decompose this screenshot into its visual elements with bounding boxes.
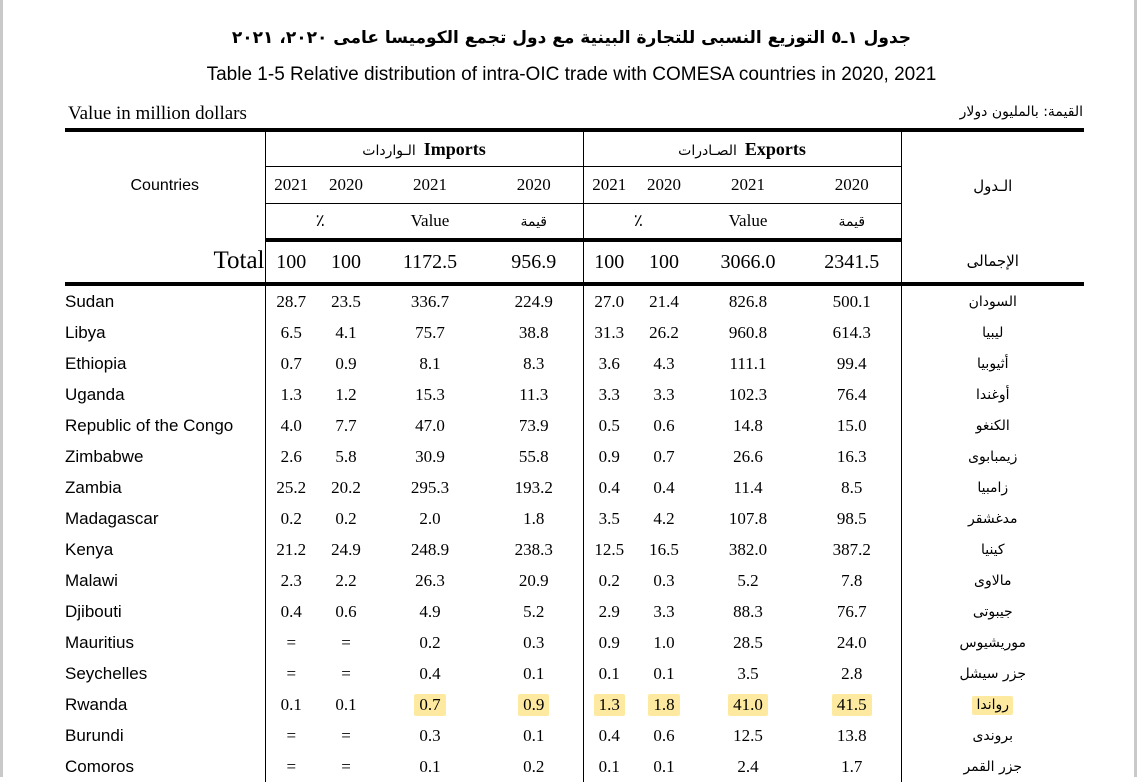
header-imports-pct-2020: 2020	[317, 167, 375, 204]
table-row	[65, 751, 1084, 782]
unit-note-english: Value in million dollars	[68, 103, 247, 124]
table-row	[65, 503, 1084, 534]
row-exports-pct-2020-2: 4.3	[653, 353, 675, 373]
header-group-exports	[583, 130, 901, 167]
table-row	[65, 348, 1084, 379]
table-row	[65, 689, 1084, 720]
row-country-ar-8: كينيا	[901, 534, 1084, 565]
row-imports-pct-2021-14: =	[265, 720, 317, 751]
row-imports-val-2021-9: 26.3	[415, 570, 445, 590]
header-group-imports-en: Imports	[423, 138, 486, 159]
row-country-en-6: Zambia	[65, 477, 122, 497]
row-exports-val-2020-14: 13.8	[836, 725, 867, 745]
row-exports-val-2021-12: 3.5	[737, 663, 759, 683]
header-group-row	[65, 130, 1084, 167]
header-imports-value-en: Value	[375, 204, 485, 241]
row-imports-val-2021-7: 2.0	[419, 508, 441, 528]
row-exports-val-2020-9: 7.8	[841, 570, 863, 590]
row-imports-val-2020-0: 224.9	[514, 291, 553, 311]
table-row	[65, 441, 1084, 472]
row-imports-val-2020-11: 0.3	[523, 632, 545, 652]
row-exports-val-2021-0: 826.8	[728, 291, 768, 311]
table-title-english: Table 1-5 Relative distribution of intra-OIC trade with COMESA countries in 2020, 2021	[206, 64, 937, 85]
row-exports-pct-2020-10: 3.3	[653, 601, 675, 621]
row-exports-val-2021-2: 111.1	[729, 353, 767, 373]
row-imports-val-2020-7: 1.8	[523, 508, 545, 528]
row-country-ar-13: رواندا	[901, 689, 1084, 720]
row-imports-pct-2021-6: 25.2	[265, 472, 317, 503]
row-exports-val-2020-12: 2.8	[841, 663, 863, 683]
table-row	[65, 410, 1084, 441]
row-exports-val-2020-5: 16.3	[836, 446, 867, 466]
row-exports-pct-2021-9: 0.2	[583, 565, 635, 596]
header-countries-ar: الـدول	[901, 130, 1084, 240]
total-label-ar: الإجمالى	[901, 240, 1084, 284]
total-imports-pct-2021: 100	[265, 240, 317, 284]
header-exports-percent-label: ٪	[583, 204, 693, 241]
row-country-ar-10: جيبوتى	[901, 596, 1084, 627]
row-country-ar-11: موريشيوس	[901, 627, 1084, 658]
row-imports-pct-2021-0: 28.7	[265, 284, 317, 317]
row-exports-pct-2021-5: 0.9	[583, 441, 635, 472]
row-imports-pct-2020-7: 0.2	[335, 508, 357, 528]
row-imports-pct-2020-10: 0.6	[335, 601, 357, 621]
row-exports-pct-2021-10: 2.9	[583, 596, 635, 627]
page-content	[6, 0, 1137, 777]
row-imports-val-2021-1: 75.7	[415, 322, 445, 342]
header-group-exports-ar: الصـادرات	[678, 142, 737, 159]
row-exports-val-2021-4: 14.8	[733, 415, 763, 435]
row-imports-pct-2020-9: 2.2	[335, 570, 357, 590]
row-country-ar-6: زامبيا	[901, 472, 1084, 503]
row-exports-pct-2021-12: 0.1	[583, 658, 635, 689]
row-imports-pct-2020-5: 5.8	[335, 446, 357, 466]
row-exports-val-2020-15: 1.7	[841, 756, 863, 776]
row-imports-pct-2021-5: 2.6	[265, 441, 317, 472]
row-imports-val-2020-12: 0.1	[523, 663, 545, 683]
row-exports-val-2021-3: 102.3	[728, 384, 768, 404]
row-imports-val-2021-10: 4.9	[419, 601, 441, 621]
data-table-container	[65, 128, 1084, 782]
table-row	[65, 284, 1084, 317]
total-imports-val-2020: 956.9	[485, 240, 583, 284]
row-country-ar-2: أثيوبيا	[901, 348, 1084, 379]
row-exports-val-2020-13: 41.5	[803, 689, 901, 720]
row-exports-val-2021-15: 2.4	[737, 756, 759, 776]
row-imports-val-2020-5: 55.8	[518, 446, 549, 466]
row-imports-pct-2021-13: 0.1	[265, 689, 317, 720]
row-exports-pct-2021-6: 0.4	[583, 472, 635, 503]
table-row	[65, 472, 1084, 503]
row-imports-pct-2021-15: =	[265, 751, 317, 782]
row-country-en-1: Libya	[65, 322, 106, 342]
header-group-imports	[265, 130, 583, 167]
row-exports-pct-2020-11: 1.0	[653, 632, 675, 652]
row-exports-pct-2021-4: 0.5	[583, 410, 635, 441]
row-exports-pct-2021-3: 3.3	[583, 379, 635, 410]
row-exports-val-2021-14: 12.5	[733, 725, 763, 745]
row-imports-val-2020-2: 8.3	[523, 353, 545, 373]
row-imports-pct-2020-0: 23.5	[331, 291, 361, 311]
row-imports-val-2020-3: 11.3	[519, 384, 549, 404]
row-exports-pct-2021-14: 0.4	[583, 720, 635, 751]
row-imports-pct-2021-12: =	[265, 658, 317, 689]
row-exports-val-2020-1: 614.3	[832, 322, 871, 342]
table-row	[65, 534, 1084, 565]
row-exports-pct-2021-15: 0.1	[583, 751, 635, 782]
row-imports-val-2021-8: 248.9	[410, 539, 450, 559]
row-country-en-4: Republic of the Congo	[65, 415, 234, 435]
row-imports-pct-2020-13: 0.1	[335, 694, 357, 714]
row-country-ar-0: السودان	[901, 284, 1084, 317]
row-country-en-10: Djibouti	[65, 601, 122, 621]
row-exports-pct-2020-3: 3.3	[653, 384, 675, 404]
row-imports-val-2021-11: 0.2	[419, 632, 441, 652]
row-exports-pct-2020-9: 0.3	[653, 570, 675, 590]
total-exports-pct-2021: 100	[583, 240, 635, 284]
table-row	[65, 596, 1084, 627]
row-country-ar-3: أوغندا	[901, 379, 1084, 410]
header-group-exports-en: Exports	[744, 138, 806, 159]
row-imports-pct-2020-14: =	[341, 725, 351, 745]
row-country-ar-7: مدغشقر	[901, 503, 1084, 534]
header-countries-en: Countries	[65, 130, 265, 240]
row-imports-pct-2021-10: 0.4	[265, 596, 317, 627]
row-country-en-5: Zimbabwe	[65, 446, 144, 466]
row-exports-val-2021-8: 382.0	[728, 539, 768, 559]
row-country-en-8: Kenya	[65, 539, 114, 559]
total-exports-pct-2020: 100	[635, 240, 693, 284]
row-imports-pct-2021-9: 2.3	[265, 565, 317, 596]
table-row	[65, 627, 1084, 658]
header-exports-val-2021: 2021	[693, 167, 803, 204]
table-row	[65, 379, 1084, 410]
row-exports-val-2021-5: 26.6	[733, 446, 763, 466]
total-imports-val-2021: 1172.5	[375, 240, 485, 284]
row-exports-pct-2020-15: 0.1	[653, 756, 675, 776]
row-exports-val-2020-10: 76.7	[836, 601, 867, 621]
row-imports-val-2020-15: 0.2	[523, 756, 545, 776]
table-row	[65, 720, 1084, 751]
header-imports-val-2021: 2021	[375, 167, 485, 204]
row-imports-val-2020-1: 38.8	[518, 322, 549, 342]
row-imports-val-2021-6: 295.3	[410, 477, 450, 497]
row-imports-pct-2020-3: 1.2	[335, 384, 357, 404]
row-exports-val-2021-11: 28.5	[733, 632, 763, 652]
row-exports-pct-2021-11: 0.9	[583, 627, 635, 658]
row-exports-pct-2020-5: 0.7	[653, 446, 675, 466]
row-exports-val-2020-0: 500.1	[832, 291, 871, 311]
row-imports-pct-2020-6: 20.2	[331, 477, 361, 497]
header-exports-val-2020: 2020	[803, 167, 901, 204]
row-imports-pct-2020-2: 0.9	[335, 353, 357, 373]
row-imports-val-2021-13: 0.7	[375, 689, 485, 720]
row-exports-pct-2020-14: 0.6	[653, 725, 675, 745]
row-country-en-3: Uganda	[65, 384, 125, 404]
row-country-en-0: Sudan	[65, 291, 115, 311]
table-row	[65, 565, 1084, 596]
row-exports-pct-2020-0: 21.4	[649, 291, 679, 311]
row-imports-val-2021-3: 15.3	[415, 384, 445, 404]
row-country-ar-12: جزر سيشل	[901, 658, 1084, 689]
row-imports-val-2021-4: 47.0	[415, 415, 445, 435]
row-exports-val-2020-6: 8.5	[841, 477, 863, 497]
header-group-imports-ar: الـواردات	[362, 142, 416, 159]
row-imports-val-2021-14: 0.3	[419, 725, 441, 745]
unit-note-arabic: القيمة: بالمليون دولار	[959, 104, 1083, 120]
header-exports-pct-2020: 2020	[635, 167, 693, 204]
table-header	[65, 130, 1084, 240]
row-country-ar-5: زيمبابوى	[901, 441, 1084, 472]
row-exports-val-2021-1: 960.8	[728, 322, 768, 342]
row-exports-pct-2020-13: 1.8	[635, 689, 693, 720]
row-imports-pct-2020-15: =	[341, 756, 351, 776]
row-exports-pct-2021-7: 3.5	[583, 503, 635, 534]
row-exports-pct-2020-6: 0.4	[653, 477, 675, 497]
row-country-ar-15: جزر القمر	[901, 751, 1084, 782]
total-exports-val-2021: 3066.0	[693, 240, 803, 284]
row-exports-pct-2021-8: 12.5	[583, 534, 635, 565]
row-exports-pct-2021-1: 31.3	[583, 317, 635, 348]
row-imports-pct-2020-12: =	[341, 663, 351, 683]
row-imports-val-2021-12: 0.4	[419, 663, 441, 683]
header-imports-percent-label: ٪	[265, 204, 375, 241]
row-exports-pct-2020-7: 4.2	[653, 508, 675, 528]
table-body	[65, 240, 1084, 782]
row-imports-pct-2020-11: =	[341, 632, 351, 652]
header-imports-value-ar: قيمة	[485, 204, 583, 241]
row-country-ar-4: الكنغو	[901, 410, 1084, 441]
row-imports-val-2020-6: 193.2	[514, 477, 553, 497]
row-imports-pct-2021-1: 6.5	[265, 317, 317, 348]
row-exports-val-2021-10: 88.3	[733, 601, 763, 621]
row-imports-pct-2021-4: 4.0	[265, 410, 317, 441]
row-exports-pct-2020-1: 26.2	[649, 322, 679, 342]
row-exports-val-2021-13: 41.0	[693, 689, 803, 720]
row-imports-val-2020-9: 20.9	[518, 570, 549, 590]
unit-note-row	[63, 103, 1083, 127]
row-country-en-12: Seychelles	[65, 663, 148, 683]
row-country-en-7: Madagascar	[65, 508, 159, 528]
row-imports-pct-2021-3: 1.3	[265, 379, 317, 410]
trade-distribution-table	[65, 128, 1084, 782]
row-country-en-11: Mauritius	[65, 632, 134, 652]
header-exports-value-ar: قيمة	[803, 204, 901, 241]
row-exports-pct-2021-2: 3.6	[583, 348, 635, 379]
row-country-en-15: Comoros	[65, 756, 134, 776]
row-imports-pct-2021-11: =	[265, 627, 317, 658]
row-imports-val-2021-15: 0.1	[419, 756, 441, 776]
row-imports-val-2021-2: 8.1	[419, 353, 441, 373]
row-exports-pct-2020-12: 0.1	[653, 663, 675, 683]
row-exports-val-2021-9: 5.2	[737, 570, 759, 590]
total-imports-pct-2020: 100	[317, 240, 375, 284]
row-country-en-14: Burundi	[65, 725, 124, 745]
row-country-en-9: Malawi	[65, 570, 118, 590]
row-exports-val-2020-4: 15.0	[836, 415, 867, 435]
table-title-arabic: جدول ١ـ٥ التوزيع النسبى للتجارة البينية مع دول تجمع الكوميسا عامى ٢٠٢٠، ٢٠٢١	[231, 28, 912, 48]
row-imports-pct-2020-4: 7.7	[335, 415, 357, 435]
row-imports-pct-2020-8: 24.9	[331, 539, 361, 559]
row-imports-val-2020-14: 0.1	[523, 725, 545, 745]
table-row	[65, 658, 1084, 689]
row-imports-pct-2020-1: 4.1	[335, 322, 357, 342]
total-label-en: Total	[65, 240, 265, 284]
row-country-ar-14: بروندى	[901, 720, 1084, 751]
header-imports-val-2020: 2020	[485, 167, 583, 204]
row-exports-val-2020-7: 98.5	[836, 508, 867, 528]
row-country-ar-9: مالاوى	[901, 565, 1084, 596]
row-imports-val-2020-13: 0.9	[485, 689, 583, 720]
row-exports-pct-2020-8: 16.5	[649, 539, 679, 559]
total-row	[65, 240, 1084, 284]
row-country-ar-1: ليبيا	[901, 317, 1084, 348]
row-imports-val-2020-10: 5.2	[523, 601, 545, 621]
row-exports-val-2021-6: 11.4	[733, 477, 763, 497]
row-exports-val-2021-7: 107.8	[728, 508, 768, 528]
row-exports-pct-2021-0: 27.0	[583, 284, 635, 317]
table-row	[65, 317, 1084, 348]
row-exports-val-2020-2: 99.4	[836, 353, 867, 373]
row-country-en-13: Rwanda	[65, 694, 128, 714]
row-exports-pct-2021-13: 1.3	[583, 689, 635, 720]
row-exports-val-2020-3: 76.4	[836, 384, 867, 404]
row-exports-val-2020-11: 24.0	[836, 632, 867, 652]
row-imports-pct-2021-2: 0.7	[265, 348, 317, 379]
header-exports-pct-2021: 2021	[583, 167, 635, 204]
header-imports-pct-2021: 2021	[265, 167, 317, 204]
row-imports-pct-2021-8: 21.2	[265, 534, 317, 565]
row-imports-val-2020-8: 238.3	[514, 539, 553, 559]
row-imports-val-2020-4: 73.9	[518, 415, 549, 435]
row-exports-pct-2020-4: 0.6	[653, 415, 675, 435]
row-imports-val-2021-5: 30.9	[415, 446, 445, 466]
row-imports-pct-2021-7: 0.2	[265, 503, 317, 534]
row-exports-val-2020-8: 387.2	[832, 539, 871, 559]
total-exports-val-2020: 2341.5	[803, 240, 901, 284]
row-imports-val-2021-0: 336.7	[410, 291, 450, 311]
row-country-en-2: Ethiopia	[65, 353, 127, 373]
header-exports-value-en: Value	[693, 204, 803, 241]
